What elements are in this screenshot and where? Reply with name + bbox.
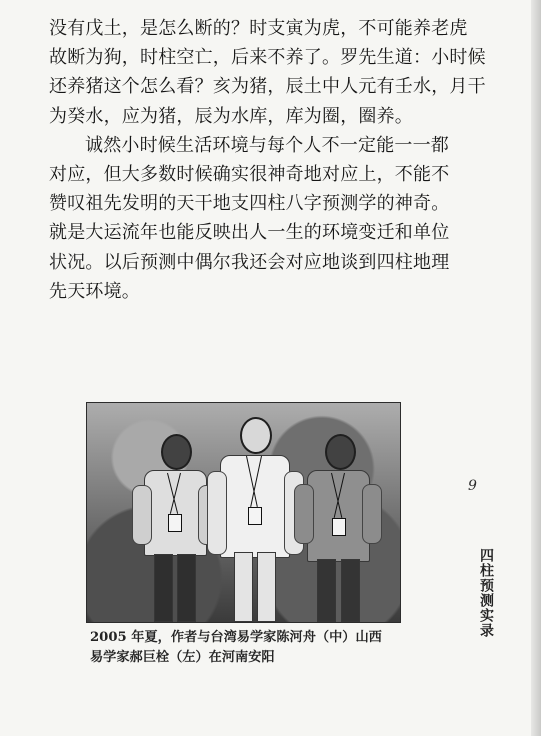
paragraph-2: [49, 131, 449, 306]
text-line: 为癸水，应为猪，辰为水库，库为圈，圈养。: [49, 105, 413, 127]
right-man-badge: [332, 518, 346, 536]
page-edge-shadow: [531, 0, 541, 736]
side-book-title: 四柱预测实录: [478, 548, 494, 638]
page-number: 9: [468, 478, 477, 494]
text-line: 没有戊土，是怎么断的？时支寅为虎，不可能养老虎: [49, 18, 468, 39]
middle-man: [206, 417, 302, 622]
left-man-head: [161, 434, 192, 470]
right-man-right-leg: [341, 559, 360, 622]
text-line: 诚然小时候生活环境与每个人不一定能一一都: [85, 134, 449, 156]
text-line: 故断为狗，时柱空亡，后来不养了。罗先生道：小时候: [49, 47, 486, 69]
caption-line-1: 2005 年夏，作者与台湾易学家陈河舟（中）山西: [90, 630, 382, 645]
middle-man-head: [240, 417, 272, 454]
left-man-left-leg: [154, 554, 173, 622]
left-man-left-arm: [132, 485, 152, 545]
middle-man-left-arm: [207, 471, 227, 555]
right-man-right-arm: [362, 484, 382, 544]
right-man-left-leg: [317, 559, 336, 622]
right-man-head: [325, 434, 356, 470]
text-line: 就是大运流年也能反映出人一生的环境变迁和单位: [49, 222, 450, 244]
middle-man-right-leg: [257, 552, 276, 622]
left-man-badge: [168, 514, 182, 532]
group-photo: [86, 402, 401, 623]
text-line: 状况。以后预测中偶尔我还会对应地谈到四柱地理: [49, 251, 450, 273]
right-man-shirt: [307, 470, 370, 562]
text-line: 对应，但大多数时候确实很神奇地对应上，不能不: [49, 164, 450, 186]
middle-man-badge: [248, 507, 262, 525]
text-line: 先天环境。: [49, 280, 140, 302]
text-line: 赞叹祖先发明的天干地支四柱八字预测学的神奇。: [49, 193, 450, 215]
left-man-right-leg: [177, 554, 196, 622]
right-man: [292, 434, 383, 622]
right-man-left-arm: [294, 484, 314, 544]
body-text: [49, 14, 486, 306]
caption-line-2: 易学家郝巨栓（左）在河南安阳: [90, 650, 275, 665]
photo-caption: [90, 628, 400, 668]
paragraph-1: [49, 14, 486, 131]
middle-man-left-leg: [234, 552, 253, 622]
text-line: 还养猪这个怎么看？亥为猪，辰土中人元有壬水，月干: [49, 76, 486, 98]
